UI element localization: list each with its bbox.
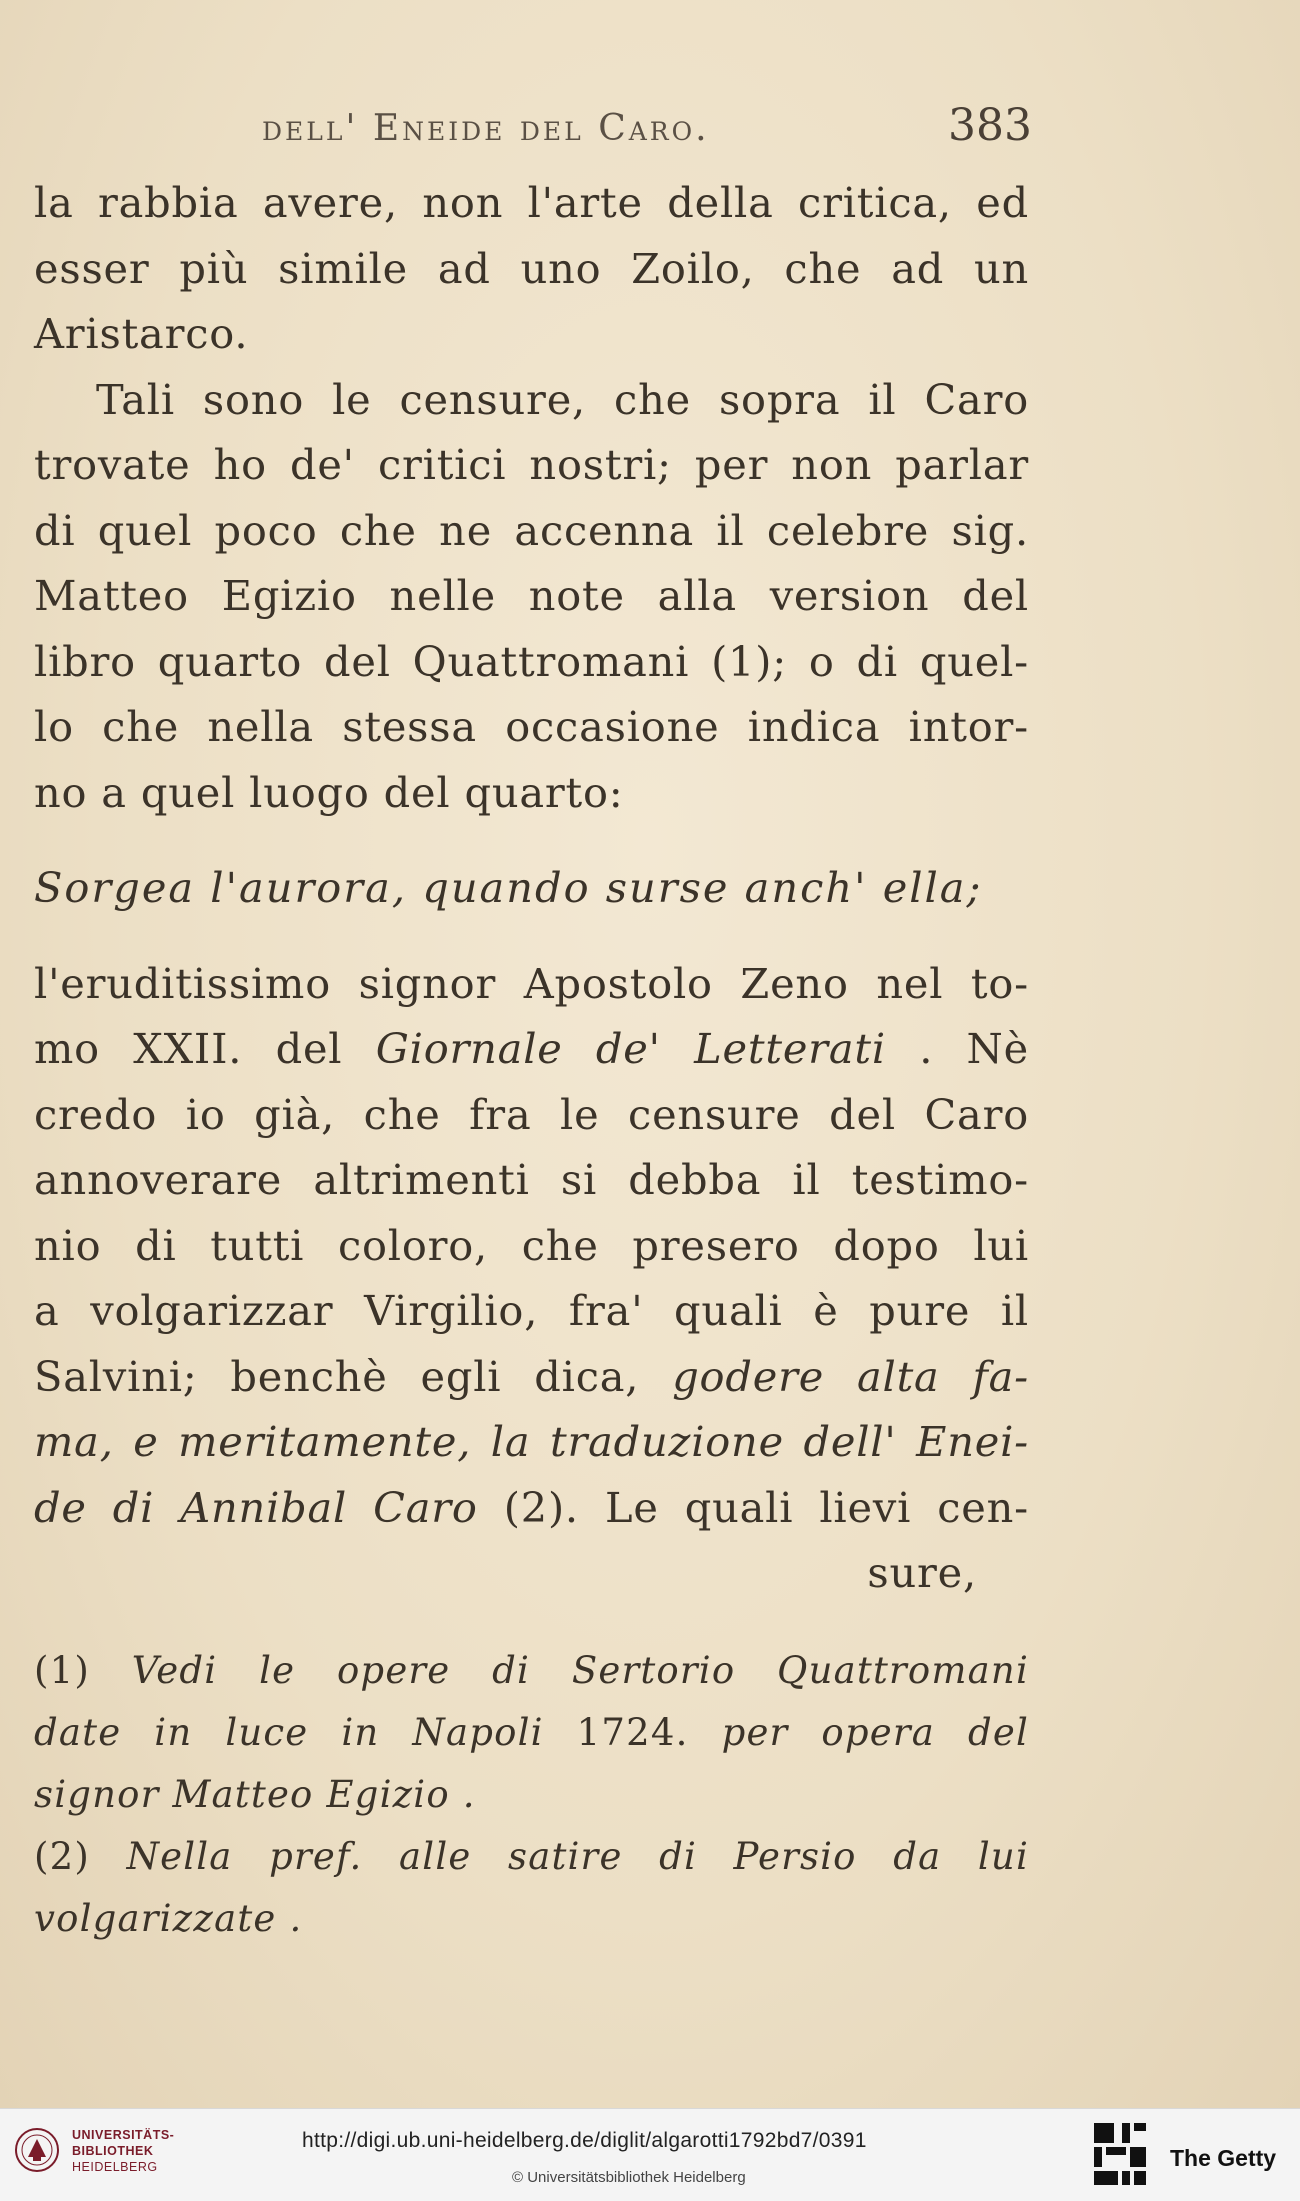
page-number: 383 <box>948 100 1032 151</box>
text-segment: Salvini; benchè egli dica, <box>34 1351 640 1401</box>
getty-logo-icon <box>1092 2121 1148 2187</box>
text-line: di quel poco che ne accenna il celebre sig. <box>34 505 1029 555</box>
institution-name-line: UNIVERSITÄTS- <box>72 2128 175 2142</box>
footnote-1 <box>34 1640 1029 1702</box>
text-line: Tali sono le censure, che sopra il Caro <box>96 374 1029 424</box>
text-line: credo io già, che fra le censure del Caro <box>34 1089 1029 1139</box>
text-line: a volgarizzar Virgilio, fra' quali è pure il <box>34 1286 1029 1335</box>
verse-quotation: Sorgea l'aurora, quando surse anch' ella; <box>34 863 983 912</box>
footnote-text: per opera del <box>721 1711 1030 1754</box>
footnote-line: signor Matteo Egizio . <box>34 1773 476 1816</box>
heidelberg-university-seal-icon <box>14 2127 60 2173</box>
institution-name-line: HEIDELBERG <box>72 2160 158 2174</box>
text-line: la rabbia avere, non l'arte della critica, ed <box>34 178 1029 227</box>
footnote-line: volgarizzate . <box>34 1897 303 1940</box>
text-line: libro quarto del Quattromani (1); o di quel- <box>34 636 1029 686</box>
text-line <box>34 1344 1029 1410</box>
text-segment: . Nè <box>919 1024 1029 1073</box>
main-text <box>34 170 1029 1606</box>
partner-name: The Getty <box>1170 2145 1277 2171</box>
footnote-marker: (1) <box>34 1649 91 1692</box>
text-line: Matteo Egizio nelle note alla version del <box>34 571 1029 620</box>
text-line: esser più simile ad uno Zoilo, che ad un <box>34 243 1029 293</box>
institution-name <box>72 2127 174 2175</box>
footnote-text: date in luce in Napoli <box>34 1711 544 1754</box>
text-line: trovate ho de' critici nostri; per non parlar <box>34 440 1029 489</box>
footnote-year: 1724. <box>576 1711 689 1754</box>
text-line <box>34 1475 1029 1541</box>
text-line <box>34 1016 1029 1082</box>
text-line: no a quel luogo del quarto: <box>34 767 624 817</box>
italic-quote: godere alta fa- <box>672 1351 1029 1401</box>
text-line: Aristarco. <box>34 309 249 358</box>
verse-spacing <box>34 825 1029 855</box>
permalink-url[interactable]: http://digi.ub.uni-heidelberg.de/diglit/algarotti1792bd7/0391 <box>302 2129 867 2152</box>
text-line: lo che nella stessa occasione indica intor- <box>34 702 1029 751</box>
footnote-line <box>34 1702 1029 1764</box>
text-segment: mo XXII. del <box>34 1024 343 1073</box>
text-line: l'eruditissimo signor Apostolo Zeno nel to- <box>34 958 1029 1008</box>
text-segment: (2). Le quali lievi cen- <box>503 1482 1029 1532</box>
running-head: dell' Eneide del Caro. <box>262 108 710 149</box>
catchword: sure, <box>867 1548 977 1597</box>
verse-spacing <box>34 921 1029 951</box>
italic-quote: de di Annibal Caro <box>34 1482 478 1532</box>
footnote-text: Vedi le opere di Sertorio Quattromani <box>131 1649 1029 1692</box>
copyright-notice: © Universitätsbibliothek Heidelberg <box>512 2169 746 2186</box>
text-line: ma, e meritamente, la traduzione dell' Enei- <box>34 1417 1029 1466</box>
text-line: nio di tutti coloro, che presero dopo lui <box>34 1220 1029 1270</box>
viewer-footer <box>0 2108 1300 2201</box>
italic-title: Giornale de' Letterati <box>375 1024 886 1073</box>
footnote-marker: (2) <box>34 1835 91 1878</box>
footnote-text: Nella pref. alle satire di Persio da lui <box>126 1835 1029 1878</box>
institution-name-line: BIBLIOTHEK <box>72 2144 154 2158</box>
page-header <box>262 100 1032 160</box>
footnote-2 <box>34 1826 1029 1888</box>
text-line: annoverare altrimenti si debba il testimo- <box>34 1155 1029 1204</box>
footnotes <box>34 1640 1029 1950</box>
